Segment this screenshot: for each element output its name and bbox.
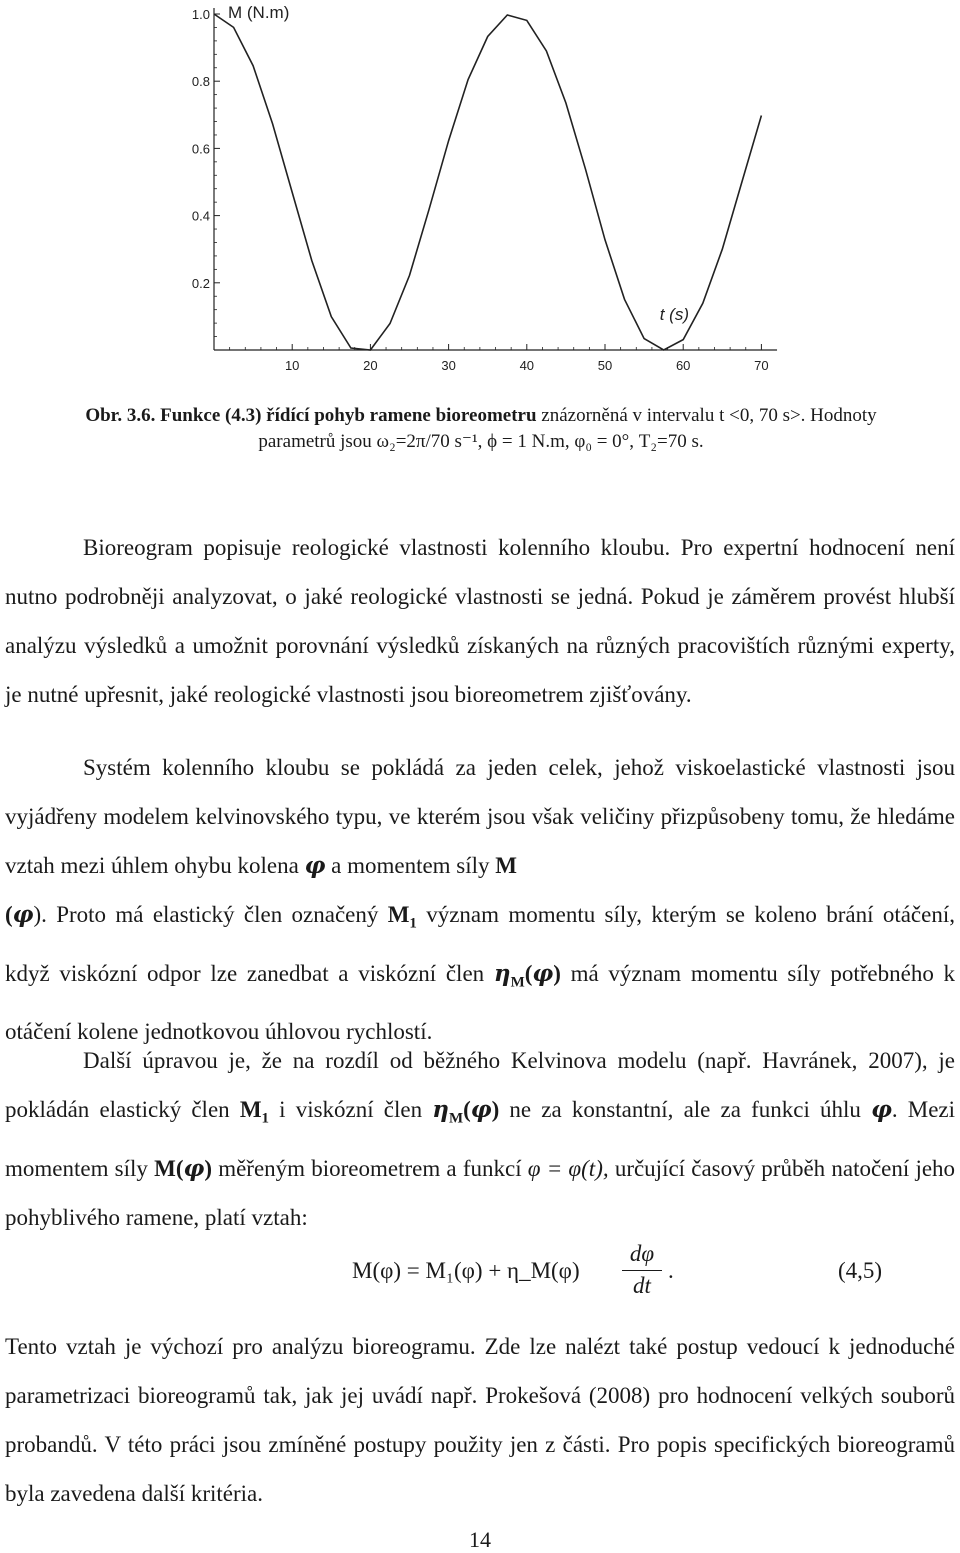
paragraph-1: Bioreogram popisuje reologické vlastnosti kolenního kloubu. Pro expertní hodnocení není nutno podrobněji analyzovat, o jaké reologické vlastnosti se jedná. Pokud je záměrem provést hlubší analýzu výsledků a umožnit porovnání výsledků získaných na různých pracovištích různými experty, je nutné upřesnit, jaké reologické vlastnosti jsou bioreometrem zjišťovány. bbox=[5, 535, 955, 707]
equation-fraction bbox=[622, 1240, 662, 1299]
chart-axes bbox=[214, 8, 777, 350]
y-tick-label: 0.2 bbox=[191, 275, 210, 291]
p2-b: a momentem síly bbox=[331, 853, 490, 878]
y-tick-label: 0.4 bbox=[191, 208, 210, 224]
equation-number: (4,5) bbox=[838, 1258, 883, 1283]
M-paren-open: ( bbox=[5, 902, 13, 927]
y-tick-label: 0.6 bbox=[191, 141, 210, 157]
etaM-symbol: $\eta_M(\varphi)$ bbox=[493, 959, 561, 991]
p3-d: . Mezi momentem síly bbox=[5, 1097, 956, 1181]
equation-lhs: M(φ) = M₁(φ) + η_M(φ) bbox=[352, 1258, 580, 1283]
phi-of-t: φ = φ(t), bbox=[527, 1155, 609, 1181]
paragraph-2 bbox=[5, 743, 955, 1056]
phi-symbol: φ bbox=[12, 901, 34, 928]
p3-e: měřeným bioreometrem a funkcí bbox=[218, 1155, 522, 1181]
p2-c: ). Proto má elastický člen označený bbox=[33, 902, 379, 927]
fraction-numerator: dφ bbox=[629, 1241, 655, 1266]
p3-b: i viskózní člen bbox=[279, 1097, 423, 1122]
Mphi-symbol: M(φ) bbox=[154, 1154, 212, 1182]
paragraph-4: Tento vztah je výchozí pro analýzu bioreogramu. Zde lze nalézt také postup vedoucí k jednoduché parametrizaci bioreogramů tak, jak jej uvádí např. Prokešová (2008) pro hodnocení velkých souborů probandů. V této práci jsou zmíněné postupy použity jen z části. Pro popis specifických bioreogramů byla zavedena další kritéria. bbox=[5, 1334, 955, 1506]
p2-a: Systém kolenního kloubu se pokládá za jeden celek, jehož viskoelastické vlastnosti jsou vyjádřeny modelem kelvinovského typu, ve kterém jsou však veličiny přizpůsobeny tomu, že hledáme vztah mezi úhlem ohybu kolena bbox=[5, 755, 955, 878]
x-tick-label: 10 bbox=[284, 358, 300, 373]
x-tick-label: 30 bbox=[441, 358, 456, 373]
page-number: 14 bbox=[469, 1527, 491, 1552]
figure-caption bbox=[16, 403, 946, 455]
paragraph-3 bbox=[5, 1036, 955, 1242]
x-tick-label: 40 bbox=[519, 358, 535, 373]
fraction-bar bbox=[622, 1270, 662, 1271]
equation-period: . bbox=[668, 1258, 674, 1283]
chart-series-line bbox=[214, 14, 761, 350]
caption-bold: Obr. 3.6. Funkce (4.3) řídící pohyb ramene bioreometru bbox=[85, 405, 537, 426]
phi-symbol: φ bbox=[304, 852, 326, 879]
caption-rest: znázorněná v intervalu t <0, 70 s>. Hodnoty bbox=[536, 405, 877, 426]
y-tick-label: 0.8 bbox=[191, 74, 210, 90]
equation-4-5 bbox=[352, 1240, 912, 1300]
M1-symbol: $M_1$ bbox=[387, 902, 417, 932]
M1-symbol: $M_1$ bbox=[239, 1097, 270, 1127]
phi-symbol: φ bbox=[871, 1096, 892, 1123]
x-tick-label: 60 bbox=[675, 358, 691, 373]
chart bbox=[0, 0, 960, 395]
chart-y-axis-label: M (N.m) bbox=[228, 3, 290, 22]
p3-f: určující časový průběh natočení jeho pohyblivého ramene, platí vztah: bbox=[5, 1155, 956, 1230]
M-symbol: M bbox=[495, 853, 518, 878]
fraction-denominator: dt bbox=[633, 1273, 651, 1298]
p2-e: má význam momentu síly potřebného k otáčení kolene jednotkovou úhlovou rychlostí. bbox=[5, 960, 956, 1045]
chart-x-axis-label: t (s) bbox=[659, 305, 690, 324]
y-tick-label: 1.0 bbox=[191, 7, 210, 22]
etaM-symbol: $\eta_M(\varphi)$ bbox=[432, 1096, 500, 1127]
x-tick-label: 70 bbox=[754, 358, 769, 373]
x-tick-label: 50 bbox=[597, 358, 613, 373]
p3-a: Další úpravou je, že na rozdíl od běžného Kelvinova modelu (např. Havránek, 2007), je pokládán elastický člen bbox=[5, 1048, 955, 1122]
p2-d: význam momentu síly, kterým se koleno brání otáčení, když viskózní odpor lze zanedbat a viskózní člen bbox=[5, 902, 955, 986]
caption-line2: parametrů jsou ω₂=2π/70 s⁻¹, ϕ = 1 N.m, φ₀ = 0°, T₂=70 s. bbox=[258, 431, 704, 452]
p3-c: ne za konstantní, ale za funkci úhlu bbox=[509, 1097, 861, 1122]
x-tick-label: 20 bbox=[363, 358, 378, 373]
